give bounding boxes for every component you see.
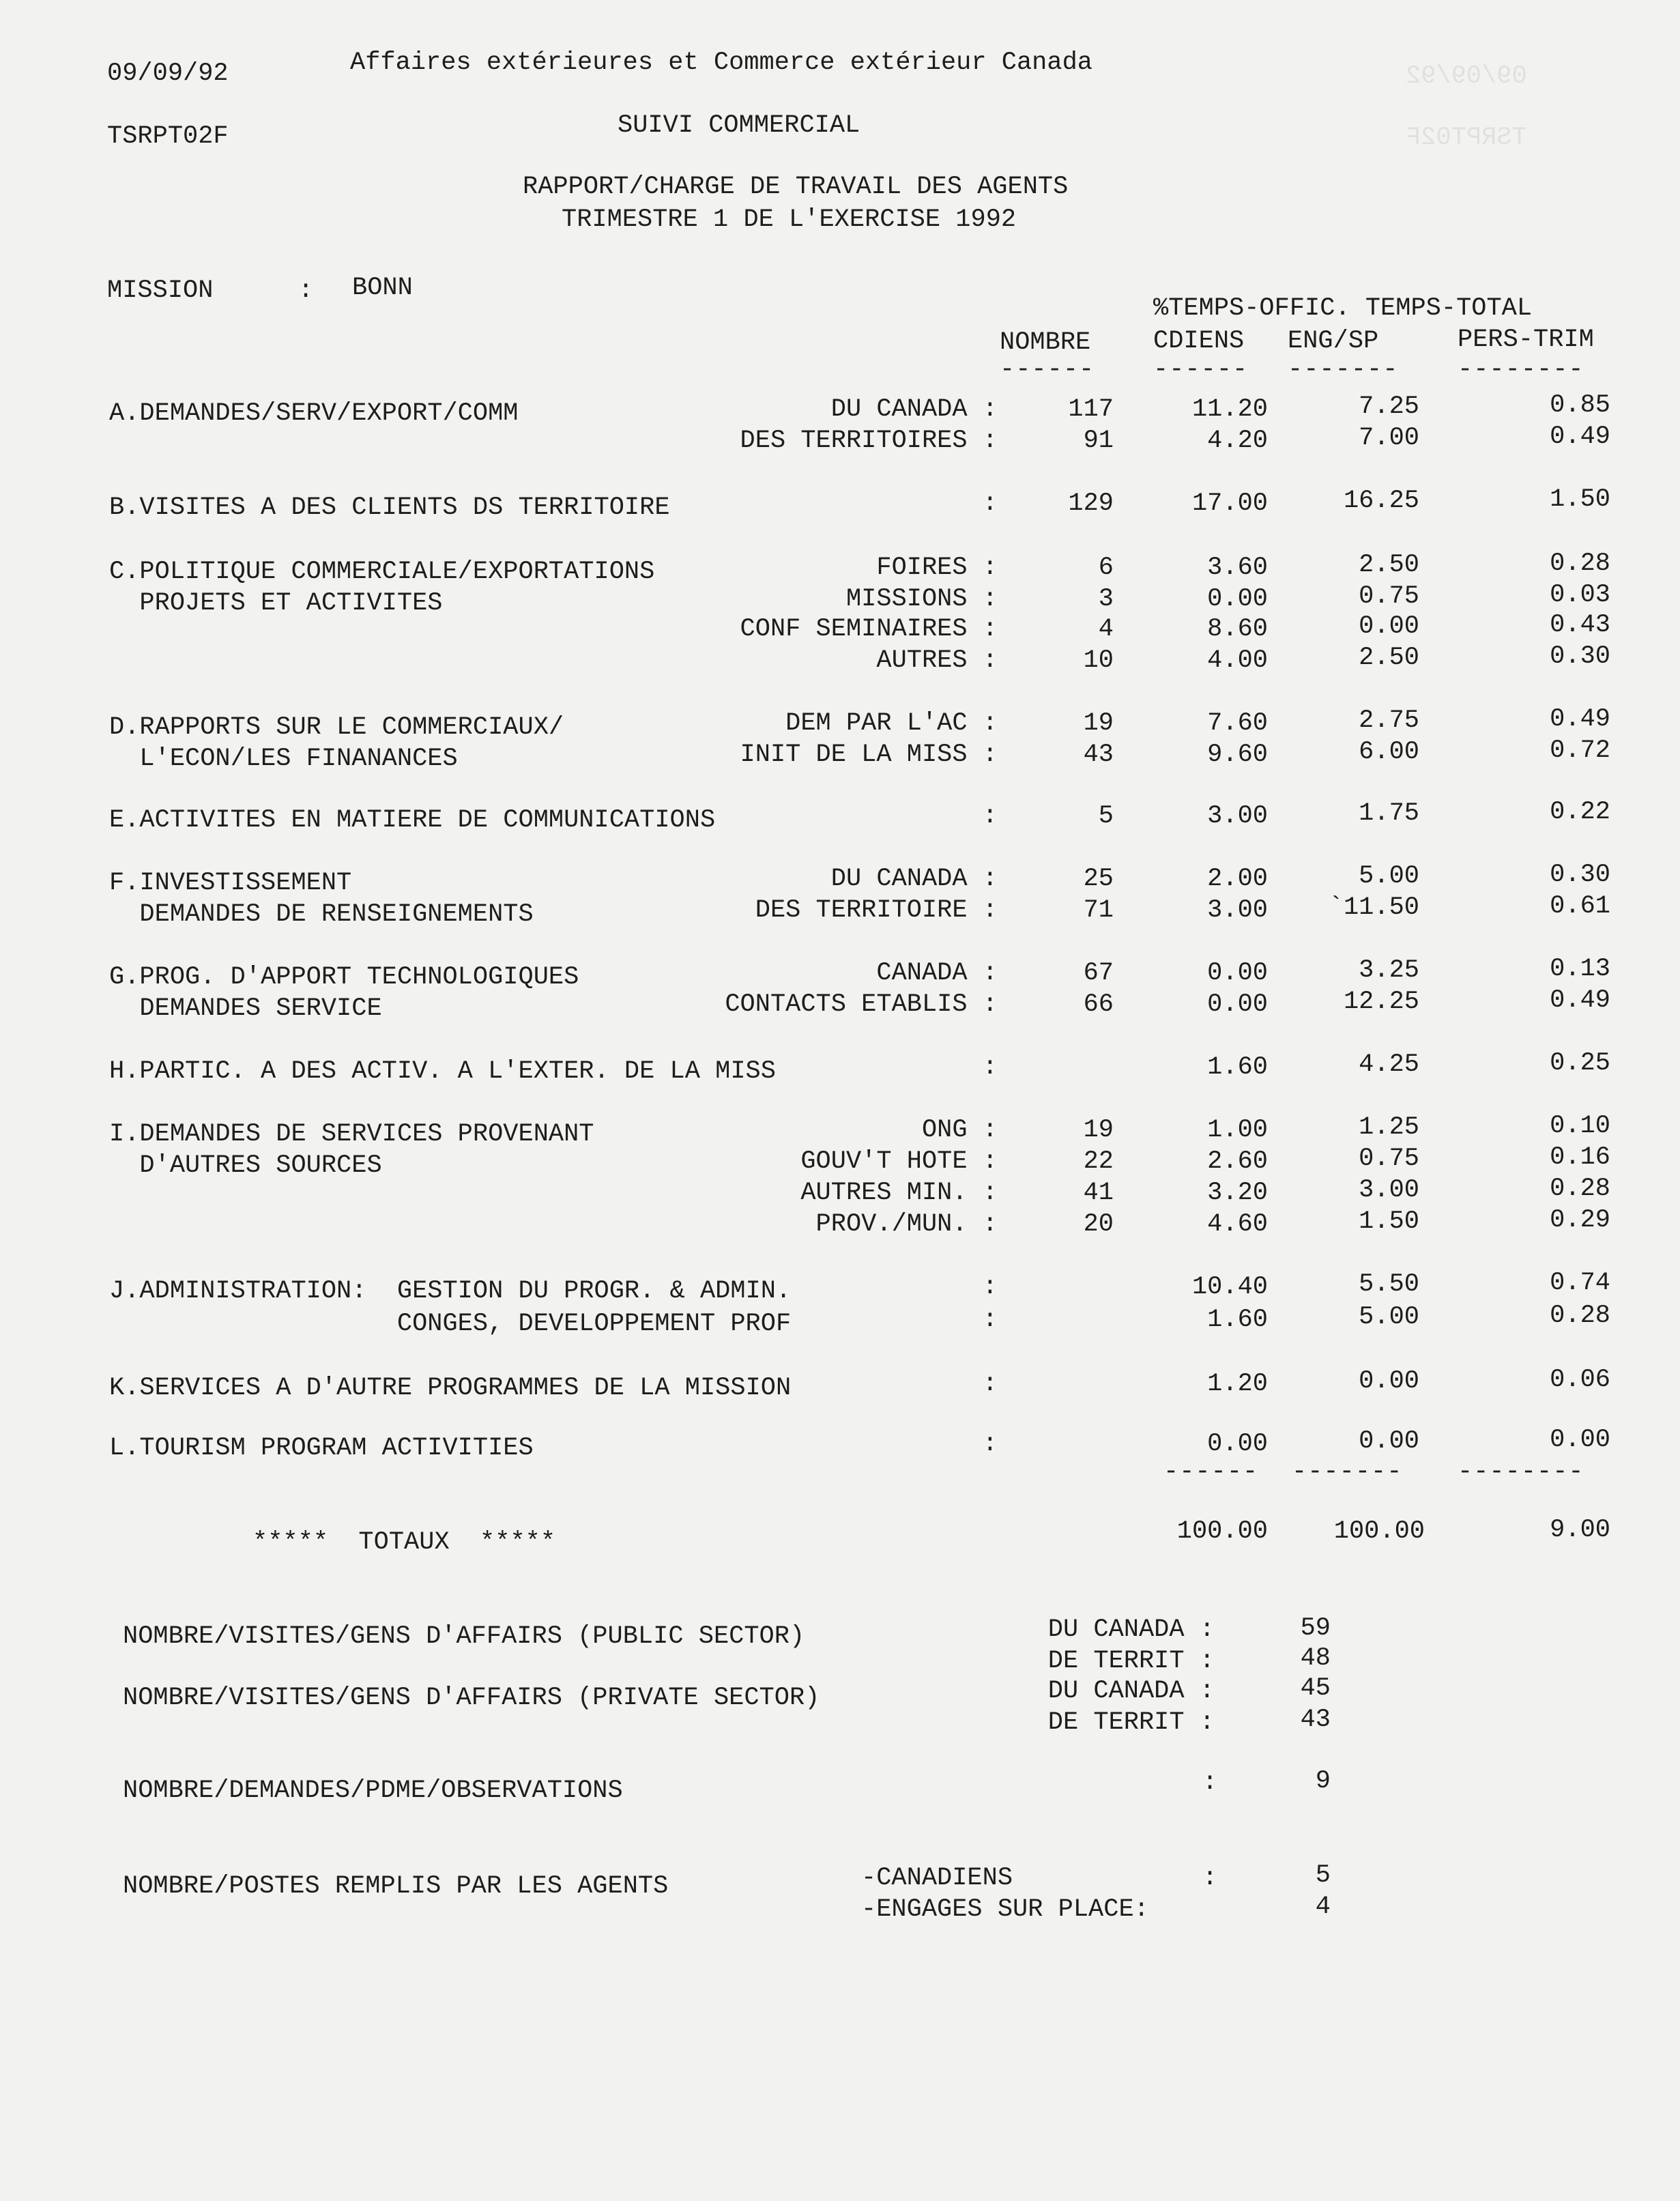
row-subcategory: : <box>982 489 998 518</box>
row-subcategory: : <box>982 802 998 831</box>
cell-nombre: 67 <box>1083 959 1114 988</box>
cell-pers: 0.00 <box>1550 1426 1610 1454</box>
column-separator: ------ <box>1000 356 1095 384</box>
private-sector-visits-label: NOMBRE/VISITES/GENS D'AFFAIRS (PRIVATE SECTOR) <box>123 1684 820 1712</box>
row-subcategory: GOUV'T HOTE : <box>800 1147 998 1176</box>
positions-local-label: -ENGAGES SUR PLACE: <box>861 1895 1149 1924</box>
cell-cdiens: 9.60 <box>1207 740 1268 769</box>
cell-cdiens: 4.00 <box>1207 646 1268 675</box>
row-subcategory: : <box>982 1370 998 1398</box>
row-label: PROJETS ET ACTIVITES <box>109 589 443 618</box>
cell-cdiens: 4.20 <box>1207 427 1268 455</box>
row-label: CONGES, DEVELOPPEMENT PROF <box>109 1310 792 1338</box>
cell-nombre: 71 <box>1083 896 1114 925</box>
report-title: RAPPORT/CHARGE DE TRAVAIL DES AGENTS <box>523 173 1069 201</box>
cell-pers: 0.06 <box>1550 1366 1610 1394</box>
row-subcategory: AUTRES MIN. : <box>800 1179 998 1207</box>
row-subcategory: : <box>982 1430 998 1458</box>
cell-engsp: 0.75 <box>1359 1145 1419 1173</box>
cell-pers: 0.29 <box>1550 1206 1610 1235</box>
cell-nombre: 19 <box>1083 709 1114 738</box>
row-label: H.PARTIC. A DES ACTIV. A L'EXTER. DE LA MISS <box>109 1057 776 1086</box>
cell-engsp: 0.00 <box>1359 612 1419 641</box>
cell-engsp: 2.75 <box>1359 706 1419 735</box>
cell-engsp: 7.00 <box>1359 424 1419 452</box>
cell-nombre: 129 <box>1068 489 1114 518</box>
cell-cdiens: 1.60 <box>1207 1306 1268 1334</box>
cell-pers: 0.72 <box>1550 736 1610 765</box>
pdme-observations-colon: : <box>1202 1768 1218 1797</box>
row-label: L.TOURISM PROGRAM ACTIVITIES <box>109 1434 534 1463</box>
cell-pers: 0.22 <box>1550 798 1610 826</box>
cell-pers: 0.49 <box>1550 705 1610 734</box>
column-header-cdiens: CDIENS <box>1153 327 1245 356</box>
cell-nombre: 10 <box>1083 646 1114 675</box>
row-subcategory: CONF SEMINAIRES : <box>740 615 998 644</box>
report-period: TRIMESTRE 1 DE L'EXERCISE 1992 <box>562 205 1017 234</box>
cell-pers: 0.61 <box>1550 892 1610 921</box>
private-canada-label: DU CANADA : <box>1047 1677 1215 1706</box>
cell-pers: 0.85 <box>1550 391 1610 420</box>
pdme-observations-value: 9 <box>1315 1767 1331 1796</box>
row-subcategory: AUTRES : <box>876 646 998 675</box>
cell-nombre: 4 <box>1098 615 1114 644</box>
report-code: TSRPT02F <box>107 122 229 151</box>
row-label: B.VISITES A DES CLIENTS DS TERRITOIRE <box>109 493 670 522</box>
row-label: I.DEMANDES DE SERVICES PROVENANT <box>109 1120 594 1149</box>
cell-cdiens: 3.60 <box>1207 553 1268 582</box>
cell-engsp: 0.75 <box>1359 582 1419 611</box>
cell-nombre: 3 <box>1098 585 1114 614</box>
row-subcategory: DES TERRITOIRES : <box>740 427 998 455</box>
row-subcategory: INIT DE LA MISS : <box>740 740 998 769</box>
row-label: F.INVESTISSEMENT <box>109 869 352 897</box>
report-date: 09/09/92 <box>107 59 229 88</box>
row-subcategory: DEM PAR L'AC : <box>785 709 998 738</box>
totals-separator: -------- <box>1458 1458 1584 1486</box>
cell-nombre: 66 <box>1083 990 1114 1019</box>
row-subcategory: : <box>982 1306 998 1334</box>
cell-cdiens: 17.00 <box>1191 489 1268 518</box>
cell-engsp: 16.25 <box>1343 487 1419 515</box>
row-label: D.RAPPORTS SUR LE COMMERCIAUX/ <box>109 713 564 742</box>
cell-nombre: 91 <box>1083 427 1114 455</box>
cell-cdiens: 0.00 <box>1207 959 1268 988</box>
cell-engsp: 1.75 <box>1359 799 1419 828</box>
cell-cdiens: 0.00 <box>1207 1430 1268 1458</box>
cell-pers: 0.28 <box>1550 549 1610 578</box>
cell-cdiens: 0.00 <box>1207 585 1268 614</box>
cell-pers: 0.43 <box>1550 611 1610 639</box>
row-label: J.ADMINISTRATION: GESTION DU PROGR. & ADMIN. <box>109 1277 792 1306</box>
bleed-through-text: TSRPT02F <box>1406 124 1527 152</box>
row-subcategory: PROV./MUN. : <box>815 1210 998 1239</box>
cell-cdiens: 1.00 <box>1207 1116 1268 1145</box>
cell-engsp: 5.00 <box>1359 862 1419 891</box>
cell-cdiens: 1.20 <box>1207 1370 1268 1398</box>
totals-cdiens: 100.00 <box>1176 1517 1268 1546</box>
row-subcategory: ONG : <box>921 1116 998 1145</box>
cell-pers: 0.74 <box>1550 1269 1610 1297</box>
cell-engsp: 2.50 <box>1359 644 1419 672</box>
public-territ-value: 48 <box>1300 1644 1331 1673</box>
row-subcategory: : <box>982 1053 998 1082</box>
public-territ-label: DE TERRIT : <box>1047 1647 1215 1675</box>
row-label: E.ACTIVITES EN MATIERE DE COMMUNICATIONS <box>109 806 716 835</box>
cell-nombre: 20 <box>1083 1210 1114 1239</box>
row-subcategory: : <box>982 1273 998 1301</box>
column-header-pers: PERS-TRIM <box>1458 326 1594 354</box>
cell-engsp: `11.50 <box>1328 893 1419 922</box>
positions-canadian-label: -CANADIENS <box>861 1864 1013 1893</box>
cell-cdiens: 4.60 <box>1207 1210 1268 1239</box>
cell-engsp: 6.00 <box>1359 738 1419 766</box>
row-subcategory: CONTACTS ETABLIS : <box>725 990 998 1019</box>
cell-pers: 0.16 <box>1550 1143 1610 1172</box>
private-territ-value: 43 <box>1300 1706 1331 1734</box>
cell-cdiens: 11.20 <box>1191 395 1268 424</box>
mission-colon: : <box>298 276 314 305</box>
cell-engsp: 4.25 <box>1359 1050 1419 1079</box>
row-label: G.PROG. D'APPORT TECHNOLOGIQUES <box>109 963 579 992</box>
cell-pers: 0.30 <box>1550 642 1610 671</box>
column-separator: -------- <box>1458 356 1584 384</box>
cell-cdiens: 3.20 <box>1207 1179 1268 1207</box>
cell-cdiens: 0.00 <box>1207 990 1268 1019</box>
cell-nombre: 22 <box>1083 1147 1114 1176</box>
cell-nombre: 5 <box>1098 802 1114 831</box>
cell-nombre: 117 <box>1068 395 1114 424</box>
positions-local-value: 4 <box>1315 1893 1331 1921</box>
cell-pers: 0.49 <box>1550 422 1610 451</box>
cell-cdiens: 3.00 <box>1207 896 1268 925</box>
cell-engsp: 5.00 <box>1359 1303 1419 1332</box>
cell-cdiens: 7.60 <box>1207 709 1268 738</box>
column-group-header: %TEMPS-OFFIC. TEMPS-TOTAL <box>1153 294 1533 323</box>
cell-cdiens: 1.60 <box>1207 1053 1268 1082</box>
public-canada-label: DU CANADA : <box>1047 1615 1215 1644</box>
cell-nombre: 41 <box>1083 1179 1114 1207</box>
cell-pers: 0.10 <box>1550 1112 1610 1140</box>
totals-engsp: 100.00 <box>1333 1517 1425 1546</box>
cell-pers: 0.28 <box>1550 1301 1610 1330</box>
row-label: L'ECON/LES FINANANCES <box>109 745 458 773</box>
row-label: D'AUTRES SOURCES <box>109 1151 382 1180</box>
cell-cdiens: 8.60 <box>1207 615 1268 644</box>
row-subcategory: DES TERRITOIRE : <box>755 896 998 925</box>
public-canada-value: 59 <box>1300 1614 1331 1643</box>
cell-engsp: 3.25 <box>1359 956 1419 985</box>
pdme-observations-label: NOMBRE/DEMANDES/PDME/OBSERVATIONS <box>123 1776 623 1805</box>
totals-pers: 9.00 <box>1550 1516 1610 1544</box>
row-subcategory: FOIRES : <box>876 553 998 582</box>
cell-engsp: 1.50 <box>1359 1207 1419 1236</box>
totals-separator: ------- <box>1292 1458 1403 1486</box>
positions-canadian-value: 5 <box>1315 1861 1331 1890</box>
row-subcategory: DU CANADA : <box>830 395 998 424</box>
cell-engsp: 3.00 <box>1359 1176 1419 1205</box>
positions-filled-label: NOMBRE/POSTES REMPLIS PAR LES AGENTS <box>123 1872 669 1901</box>
row-subcategory: MISSIONS : <box>845 585 998 614</box>
cell-cdiens: 2.60 <box>1207 1147 1268 1176</box>
cell-engsp: 1.25 <box>1359 1113 1419 1142</box>
cell-pers: 0.30 <box>1550 861 1610 889</box>
row-subcategory: CANADA : <box>876 959 998 988</box>
row-subcategory: DU CANADA : <box>830 865 998 893</box>
cell-pers: 0.49 <box>1550 986 1610 1015</box>
bleed-through-text: 09/09/92 <box>1406 62 1527 91</box>
cell-cdiens: 3.00 <box>1207 802 1268 831</box>
section-title: SUIVI COMMERCIAL <box>618 111 860 140</box>
column-header-nombre: NOMBRE <box>1000 328 1091 357</box>
cell-engsp: 12.25 <box>1343 988 1419 1016</box>
mission-label: MISSION <box>107 276 214 305</box>
row-label: A.DEMANDES/SERV/EXPORT/COMM <box>109 399 519 428</box>
cell-nombre: 19 <box>1083 1116 1114 1145</box>
cell-pers: 0.13 <box>1550 955 1610 983</box>
mission-value: BONN <box>352 274 413 302</box>
row-label: DEMANDES DE RENSEIGNEMENTS <box>109 900 534 929</box>
cell-nombre: 6 <box>1098 553 1114 582</box>
cell-nombre: 25 <box>1083 865 1114 893</box>
organization-name: Affaires extérieures et Commerce extérieur Canada <box>350 48 1092 77</box>
row-label: K.SERVICES A D'AUTRE PROGRAMMES DE LA MISSION <box>109 1374 792 1402</box>
positions-canadian-colon: : <box>1202 1864 1218 1893</box>
cell-pers: 0.25 <box>1550 1049 1610 1078</box>
cell-pers: 0.28 <box>1550 1175 1610 1203</box>
private-canada-value: 45 <box>1300 1674 1331 1703</box>
private-territ-label: DE TERRIT : <box>1047 1708 1215 1737</box>
totals-label: ***** TOTAUX ***** <box>252 1528 556 1557</box>
column-separator: ------- <box>1288 356 1399 384</box>
cell-pers: 0.03 <box>1550 581 1610 609</box>
cell-engsp: 5.50 <box>1359 1270 1419 1299</box>
column-separator: ------ <box>1153 356 1249 384</box>
cell-cdiens: 2.00 <box>1207 865 1268 893</box>
cell-cdiens: 10.40 <box>1191 1273 1268 1301</box>
cell-engsp: 7.25 <box>1359 392 1419 421</box>
row-label: C.POLITIQUE COMMERCIALE/EXPORTATIONS <box>109 558 655 586</box>
cell-engsp: 0.00 <box>1359 1427 1419 1456</box>
totals-separator: ------ <box>1163 1458 1259 1486</box>
cell-engsp: 2.50 <box>1359 551 1419 579</box>
column-header-engsp: ENG/SP <box>1288 327 1379 356</box>
cell-nombre: 43 <box>1083 740 1114 769</box>
cell-engsp: 0.00 <box>1359 1367 1419 1396</box>
public-sector-visits-label: NOMBRE/VISITES/GENS D'AFFAIRS (PUBLIC SECTOR) <box>123 1622 805 1651</box>
row-label: DEMANDES SERVICE <box>109 994 382 1023</box>
cell-pers: 1.50 <box>1550 485 1610 514</box>
